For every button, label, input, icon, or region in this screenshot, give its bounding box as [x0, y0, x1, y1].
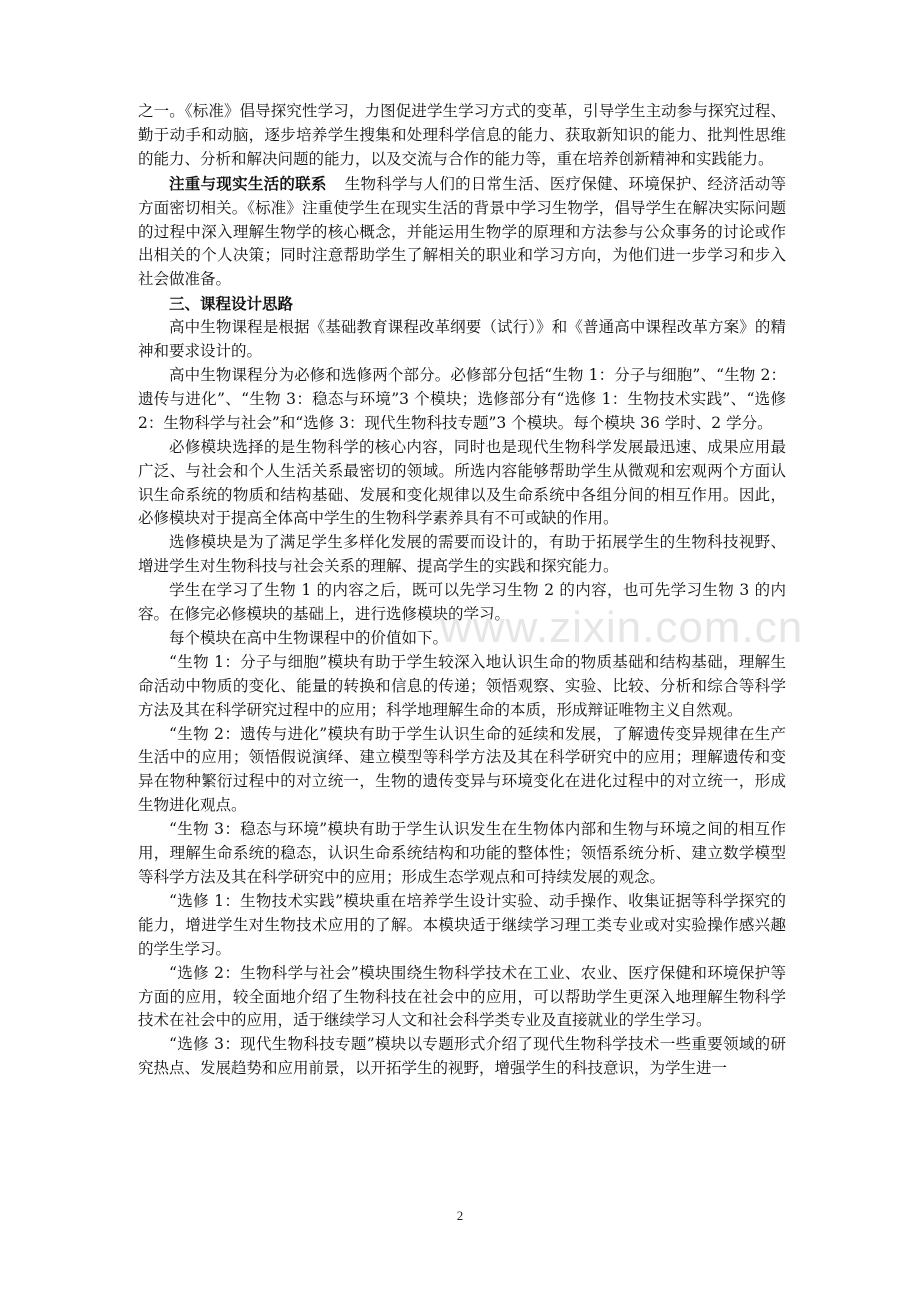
paragraph-module-3: “生物 3：稳态与环境”模块有助于学生认识发生在生物体内部和生物与环境之间的相互作用，理解生命系统的稳态，认识生命系统结构和功能的整体性；领悟系统分析、建立数学模型等科学方法及其在科学研究中的应用；形成生态学观点和可持续发展的观念。 [138, 820, 786, 886]
paragraph-structure: 高中生物课程分为必修和选修两个部分。必修部分包括“生物 1：分子与细胞”、“生物 2：遗传与进化”、“生物 3：稳态与环境”3 个模块；选修部分有“选修 1：生物技术实践”、“选修 2：生物科学与社会”和“选修 3：现代生物科技专题”3 个模块。每个模块 36 学时、2 学分。 [138, 365, 786, 432]
paragraph-elective-2: “选修 2：生物科学与社会”模块围绕生物科学技术在工业、农业、医疗保健和环境保护等方面的应用，较全面地介绍了生物科技在社会中的应用，可以帮助学生更深入地理解生物科学技术在社会中的应用，适于继续学习人文和社会科学类专业及直接就业的学生学习。 [138, 963, 786, 1030]
paragraph-basis: 高中生物课程是根据《基础教育课程改革纲要（试行）》和《普通高中课程改革方案》的精神和要求设计的。 [138, 318, 786, 361]
paragraph-continuation: 之一。《标准》倡导探究性学习，力图促进学生学习方式的变革，引导学生主动参与探究过程、勤于动手和动脑，逐步培养学生搜集和处理科学信息的能力、获取新知识的能力、批判性思维的能力、分析和解决问题的能力，以及交流与合作的能力等，重在培养创新精神和实践能力。 [138, 102, 786, 168]
paragraph-real-life [138, 172, 786, 293]
inline-heading-real-life: 注重与现实生活的联系 [169, 173, 327, 193]
page-number: 2 [456, 1208, 464, 1223]
paragraph-value-intro: 每个模块在高中生物课程中的价值如下。 [169, 628, 449, 647]
paragraph-elective-3: “选修 3：现代生物科技专题”模块以专题形式介绍了现代生物科学技术一些重要领域的研究热点、发展趋势和应用前景，以开拓学生的视野，增强学生的科技意识，为学生进一 [138, 1035, 786, 1078]
paragraph-elective-1: “选修 1：生物技术实践”模块重在培养学生设计实验、动手操作、收集证据等科学探究的能力，增进学生对生物技术应用的了解。本模块适于继续学习理工类专业或对实验操作感兴趣的学生学习。 [138, 891, 786, 958]
paragraph-required-modules: 必修模块选择的是生物科学的核心内容，同时也是现代生物科学发展最迅速、成果应用最广泛、与社会和个人生活关系最密切的领域。所选内容能够帮助学生从微观和宏观两个方面认识生命系统的物质和结构基础、发展和变化规律以及生命系统中各组分间的相互作用。因此，必修模块对于提高全体高中学生的生物科学素养具有不可或缺的作用。 [138, 437, 786, 528]
section-title: 三、课程设计思路 [169, 294, 294, 314]
paragraph-module-1: “生物 1：分子与细胞”模块有助于学生较深入地认识生命的物质基础和结构基础，理解生命活动中物质的变化、能量的转换和信息的传递；领悟观察、实验、比较、分析和综合等科学方法及其在科学研究过程中的应用；科学地理解生命的本质，形成辩证唯物主义自然观。 [138, 652, 786, 719]
paragraph-elective-modules: 选修模块是为了满足学生多样化发展的需要而设计的，有助于拓展学生的生物科技视野、增进学生对生物科技与社会关系的理解、提高学生的实践和探究能力。 [138, 533, 786, 576]
paragraph-module-2: “生物 2：遗传与进化”模块有助于学生认识生命的延续和发展，了解遗传变异规律在生产生活中的应用；领悟假说演绎、建立模型等科学方法及其在科学研究中的应用；理解遗传和变异在物种繁衍过程中的对立统一，生物的遗传变异与环境变化在进化过程中的对立统一，形成生物进化观点。 [138, 724, 786, 815]
paragraph-real-life-text: 生物科学与人们的日常生活、医疗保健、环境保护、经济活动等方面密切相关。《标准》注重使学生在现实生活的背景中学习生物学，倡导学生在解决实际问题的过程中深入理解生物学的核心概念，并能运用生物学的原理和方法参与公众事务的讨论或作出相关的个人决策；同时注意帮助学生了解相关的职业和学习方向，为他们进一步学习和步入社会做准备。 [138, 174, 786, 289]
watermark: www.zixin.com.cn [440, 603, 804, 652]
paragraph-order: 学生在学习了生物 1 的内容之后，既可以先学习生物 2 的内容，也可先学习生物 3 的内容。在修完必修模块的基础上，进行选修模块的学习。 [138, 581, 786, 624]
document-body [138, 100, 786, 1081]
